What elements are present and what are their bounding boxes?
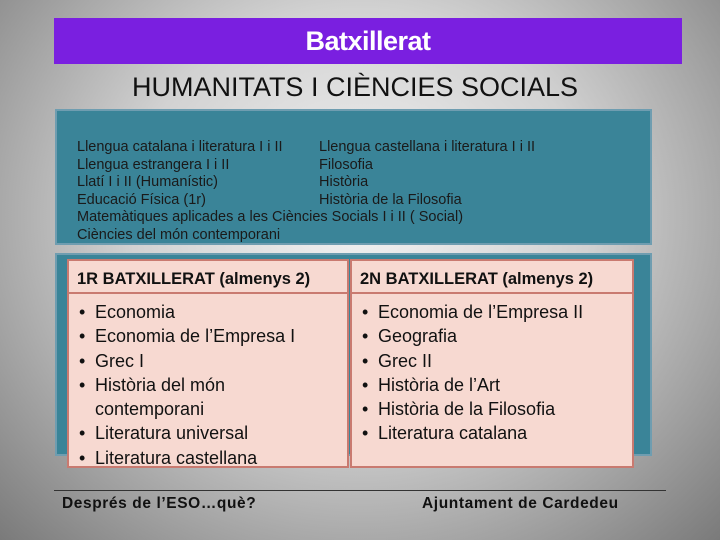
first-year-list [79,300,347,470]
common-row [77,139,536,157]
first-year-header: 1R BATXILLERAT (almenys 2) [67,259,349,295]
common-subject: Filosofia [319,156,373,173]
common-row [77,157,463,175]
first-year-cell [67,292,349,468]
second-year-header: 2N BATXILLERAT (almenys 2) [350,259,634,295]
common-subject: Matemàtiques aplicades a les Ciències Socials I i II ( Social) [77,209,464,226]
optional-subjects-table [55,253,652,468]
list-item: • Història de l’Art [362,373,632,397]
page-subtitle: HUMANITATS I CIÈNCIES SOCIALS [131,72,579,102]
list-item: • Economia de l’Empresa I [79,324,347,348]
common-subject: Llengua castellana i literatura I i II [319,139,536,155]
list-item: • Economia de l’Empresa II [362,300,632,324]
common-subject: Llatí I i II (Humanístic) [77,174,219,191]
list-item: • Literatura universal [79,421,347,445]
common-row [77,209,463,227]
page-title: Batxillerat [305,26,431,56]
common-row [77,174,463,192]
title-banner [54,18,682,64]
common-subject: Ciències del món contemporani [77,226,281,243]
common-row [77,192,463,210]
footer-divider [54,490,666,491]
footer-caption: Després de l’ESO…què? [62,495,257,512]
list-item: • Literatura castellana [79,446,347,470]
list-item: • Geografia [362,324,632,348]
common-subject: Història de la Filosofia [319,191,462,208]
list-item: • Literatura catalana [362,421,632,445]
list-item: • Grec I [79,349,347,373]
footer-organization: Ajuntament de Cardedeu [422,495,619,512]
common-subjects-list [77,139,536,245]
list-item: • Grec II [362,349,632,373]
common-subject: Educació Física (1r) [77,191,206,208]
common-subject: Llengua catalana i literatura I i II [77,139,283,155]
common-row [77,227,463,245]
second-year-cell [350,292,634,468]
common-subjects-box [55,109,652,245]
common-subject: Llengua estrangera I i II [77,156,230,173]
list-item: • Economia [79,300,347,324]
second-year-list [362,300,632,446]
list-item: • Història del món contemporani [79,373,265,422]
common-subject: Història [319,174,369,191]
list-item: • Història de la Filosofia [362,397,632,421]
